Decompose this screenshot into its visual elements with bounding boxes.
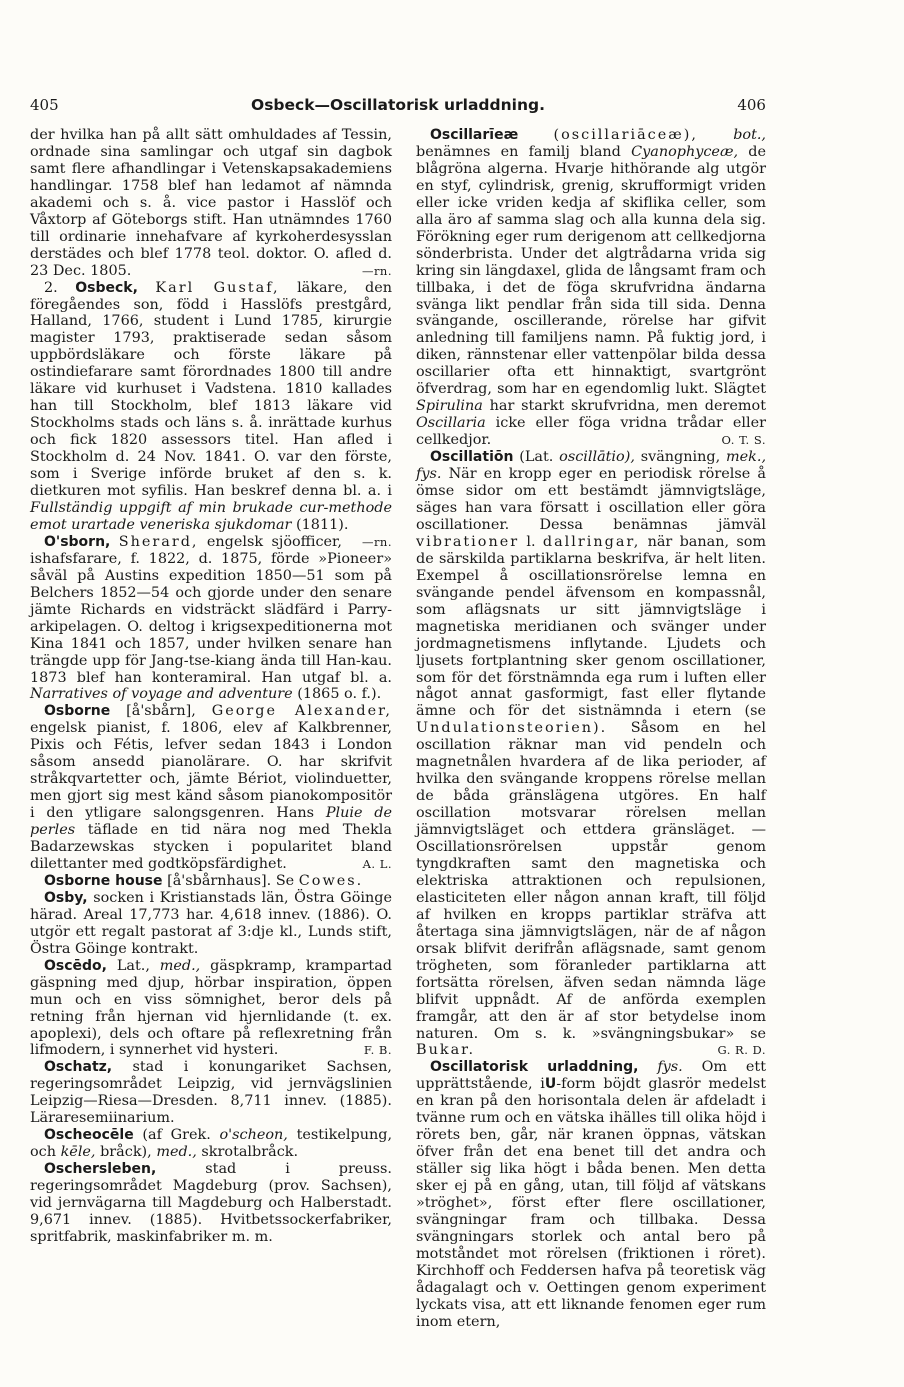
entry-osborne: Osborne [å'sbårn], George Alexander, engelsk pianist, f. 1806, elev af Kalkbrenner, Pixis och Fétis, lefver sedan 1843 i London såsom ansedd pianolärare. O. har skrifvit stråkqvartetter och, jämte Bériot, violinduetter, men gjort sig mest känd såsom pianokompositör i den ytligare salongsgenren. Hans Pluie de perles täflade en tid nära nog med Thekla Badarzewskas stycken i popularitet bland dilettanter med godtköpsfärdighet. A. L. <box>30 703 392 872</box>
entry-oscillarieae: Oscillarīeæ (oscillariāceæ), bot., benämnes en familj bland Cyanophyceæ, de blågröna algerna. Hvarje hithörande alg utgör en styf, cylindrisk, grenig, skrufformigt vriden eller icke vriden kedja af skiflika celler, som alla äro af samma slag och alla kunna dela sig. Förökning eger rum derigenom att cellkedjorna sönderbrista. Under det algtrådarna vrida sig kring sin längdaxel, glida de långsamt fram och tillbaka, i det de föga skrufvridna ändarna svänga likt pendlar från sida till sida. Denna svängande, oscillerande, rörelse har gifvit anledning till familjens namn. På fuktig jord, i diken, rännstenar eller vattenpölar bilda dessa oscillarier ofta ett hinnaktigt, svartgrönt öfverdrag, som har en egendomlig lukt. Slägtet Spirulina har starkt skrufvridna, men deremot Oscillaria icke eller föga vridna trådar eller cellkedjor. O. T. S. <box>416 127 767 449</box>
entry-oscedo: Oscēdo, Lat., med., gäspkramp, krampartad gäspning med djup, hörbar inspiration, öppen mun och en viss sömnighet, beror dels på retning från hjernan vid hjernlidande (t. ex. apoplexi), dels och oftare på reflexretning från lifmodern, i synnerhet vid hysteri. F. B. <box>30 957 392 1059</box>
headword: Osby, <box>44 889 88 906</box>
signature: —rn. <box>361 534 392 549</box>
entry-osbeck-2: 2. Osbeck, Karl Gustaf, läkare, den föregåendes son, född i Hasslöfs prestgård, Halland, 1766, student i Lund 1785, kirurgie magister 1793, praktiserade sedan såsom uppbördsläkare och förste läkare på ostindiefarare samt förordnades 1800 till andre läkare vid kurhuset i Vadstena. 1810 kallades han till Stockholm, blef 1813 läkare vid Stockholms stads och läns s. å. inrättade kurhus och fick 1820 assessors titel. Han afled i Stockholm d. 24 Nov. 1841. O. var den förste, som i Sverige införde bruket af den s. k. dietkuren mot syfilis. Han beskref denna bl. a. i Fullständig uppgift af min brukade cur-methode emot urartade veneriska sjukdomar (1811). —rn. <box>30 279 393 549</box>
entry-oscillatorisk-urladdning: Oscillatorisk urladdning, fys. Om ett upprättstående, iU-form böjdt glasrör medelst en kran på den horisontala delen är afdeladt i tvänne rum och en vätska ihälles till olika höjd i rörets ben, går, när kranen öppnas, vätskan öfver från det ena benet till det andra och ställer sig lika högt i båda benen. Men detta sker ej på en gång, utan, till följd af vätskans »tröghet», först efter flere oscillationer, svängningar fram och tillbaka. Dessa svängningars storlek och antal bero på motståndet mot rörelsen (friktionen i röret). Kirchhoff och Feddersen hafva på teoretisk väg ådagalagt och v. Oettingen genom experiment lyckats visa, att ett liknande fenomen eger rum inom etern, <box>416 1059 767 1330</box>
headword: O'sborn, <box>44 533 111 550</box>
signature: O. T. S. <box>721 433 766 448</box>
entry-osby: Osby, socken i Kristianstads län, Östra Göinge härad. Areal 17,773 har. 4,618 innev. (1886). O. utgör ett regalt pastorat af 3:dje kl., Lunds stift, Östra Göinge kontrakt. <box>30 889 392 957</box>
headword: Osbeck, <box>75 279 138 296</box>
entry-oscheocele: Oscheocēle (af Grek. o'scheon, testikelpung, och kēle, bråck), med., skrotalbråck. <box>30 1127 393 1161</box>
headword: Osborne house <box>44 872 163 889</box>
signature: —rn. <box>361 263 392 278</box>
entry-osborne-house: Osborne house [å'sbårnhaus]. Se Cowes. <box>44 872 364 889</box>
page-number-left: 405 <box>30 96 59 114</box>
headword: Oschatz, <box>44 1059 113 1076</box>
headword: Oscēdo, <box>44 957 107 974</box>
entry-osborn: O'sborn, Sherard, engelsk sjöofficer, ishafsfarare, f. 1822, d. 1875, förde »Pioneer» såväl på Austins expedition 1850—51 som på Belchers 1852—54 och gjorde under den senare jämte Richards en vidsträckt slädfärd i Parry-arkipelagen. O. deltog i krigsexpeditionerna mot Kina 1841 och 1857, under hvilken senare han trängde upp för Jang-tse-kiang ända till Han-kau. 1873 blef han konteramiral. Han utgaf bl. a. Narratives of voyage and adventure (1865 o. f.). <box>30 533 392 703</box>
page-number-right: 406 <box>737 96 766 114</box>
entry-oschatz: Oschatz, stad i konungariket Sachsen, regeringsområdet Leipzig, vid jernvägslinien Leipzig—Riesa—Dresden. 8,711 innev. (1885). Läraresemiinarium. <box>30 1059 393 1127</box>
page-title: Osbeck—Oscillatorisk urladdning. <box>251 96 545 114</box>
headword: Oscheocēle <box>44 1127 134 1144</box>
headword: Oscillatorisk urladdning, <box>430 1059 639 1076</box>
page-header <box>30 96 766 118</box>
signature: F. B. <box>363 1043 392 1058</box>
headword: Oschersleben, <box>44 1161 157 1178</box>
entry-oschersleben: Oschersleben, stad i preuss. regeringsområdet Magdeburg (prov. Sachsen), vid jernvägarna till Magdeburg och Halberstadt. 9,671 innev. (1885). Hvitbetssockerfabriker, spritfabrik, maskinfabriker m. m. <box>30 1161 392 1245</box>
headword: Oscillatiōn <box>430 449 514 466</box>
signature: G. R. D. <box>717 1043 766 1058</box>
headword: Oscillarīeæ <box>430 127 519 143</box>
entry-oscillation: Oscillatiōn (Lat. oscillātio), svängning, mek., fys. När en kropp eger en periodisk rörelse å ömse sidor om ett bestämdt jämnvigtsläge, säges han vara försatt i oscillation eller göra oscillationer. Dessa benämnas jämväl vibrationer l. dallringar, när banan, som de särskilda partiklarna beskrifva, är helt liten. Exempel å oscillationsrörelse lemna en svängande pendel äfvensom en kompassnål, som aflägsnats ur sitt jämnvigtsläge i magnetiska meridianen och svänger under jordmagnetismens inflytande. Ljudets och ljusets fortplantning sker genom oscillationer, som för det förstnämnda ega rum i luften eller något annat gasformigt, fast eller flytande ämne och för det sistnämnda i etern (se Undulationsteorien). Såsom en hel oscillation räknar man vid pendeln och magnetnålen hvardera af de lika perioder, af hvilka den svängande kroppens rörelse mellan de båda gränslägena utgöres. En half oscillation motsvarar rörelsen mellan jämnvigtsläget och ettdera gränsläget. — Oscillationsrörelsen uppstår genom tyngdkraften samt den magnetiska och elektriska attraktionen och repulsionen, elasticiteten eller någon annan kraft, till följd af hvilken en kropps partiklar sträfva att återtaga sina jämnvigtslägen, när de af någon orsak blifvit derifrån aflägsnade, samt genom trögheten, som föranleder partiklarna att fortsätta rörelsen, äfven sedan nämnda läge blifvit uppnådt. Af de anförda exemplen framgår, att den är af stor betydelse inom naturen. Om s. k. »svängningsbukar» se Bukar. G. R. D. <box>416 449 767 1059</box>
right-column <box>416 127 766 1331</box>
headword: Osborne <box>44 703 111 720</box>
left-column <box>30 127 392 1246</box>
entry-osbeck-continued: der hvilka han på allt sätt omhuldades af Tessin, ordnade sina samlingar och utgaf sin dagbok samt flere afhandlingar i Vetenskapsakademiens handlingar. 1758 blef han ledamot af nämnda akademi och s. å. vice pastor i Hasslöf och Våxtorp af Göteborgs stift. Han utnämndes 1760 till ordinarie innehafvare af kyrkoherdesysslan derstädes och blef 1778 teol. doktor. O. afled d. 23 Dec. 1805. —rn. <box>30 127 392 279</box>
signature: A. L. <box>362 856 392 871</box>
